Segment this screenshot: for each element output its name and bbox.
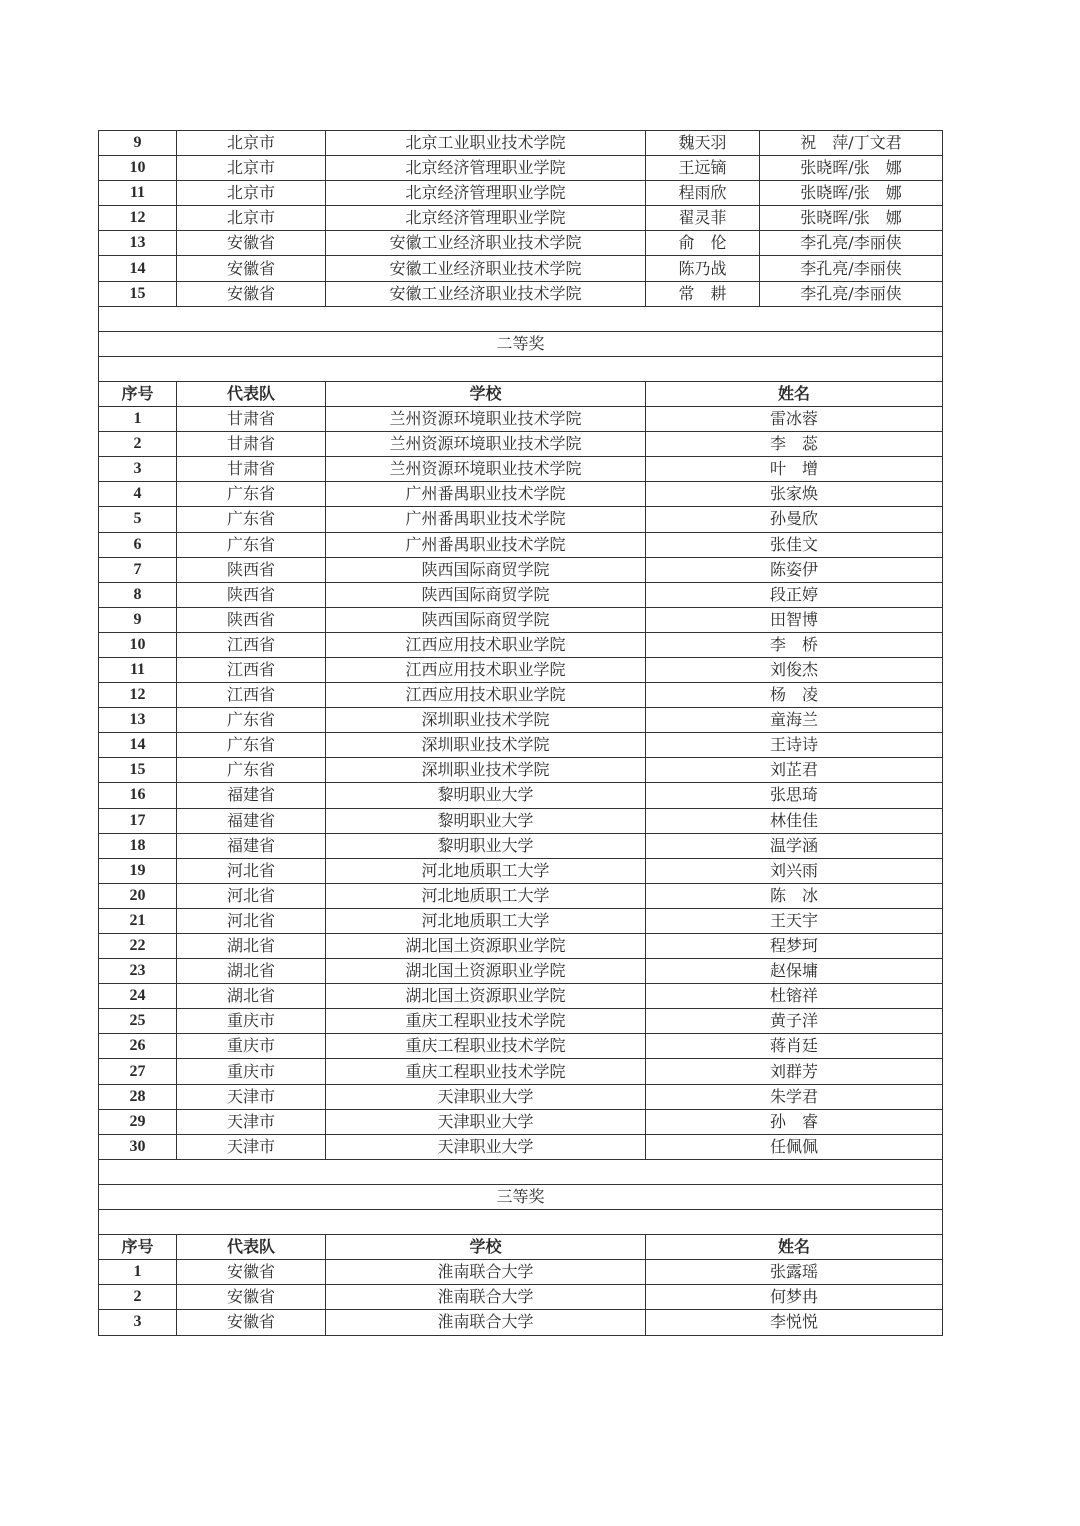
serial-number-cell: 14 — [99, 733, 177, 758]
school-cell: 广州番禺职业技术学院 — [326, 507, 646, 532]
student-name-cell: 温学涵 — [646, 833, 943, 858]
table-row — [99, 934, 943, 959]
school-cell: 湖北国土资源职业学院 — [326, 959, 646, 984]
school-cell: 河北地质职工大学 — [326, 858, 646, 883]
student-name-cell: 王天宇 — [646, 908, 943, 933]
team-cell: 天津市 — [177, 1084, 326, 1109]
student-name-cell: 朱学君 — [646, 1084, 943, 1109]
serial-number-cell: 28 — [99, 1084, 177, 1109]
coach-cell: 张晓晖/张 娜 — [760, 156, 943, 181]
student-name-cell: 蒋肖廷 — [646, 1034, 943, 1059]
table-row — [99, 1059, 943, 1084]
serial-number-cell: 6 — [99, 532, 177, 557]
serial-number-cell: 30 — [99, 1134, 177, 1159]
team-cell: 广东省 — [177, 708, 326, 733]
header-serial-number: 序号 — [99, 381, 177, 406]
table-row — [99, 181, 943, 206]
team-cell: 福建省 — [177, 833, 326, 858]
serial-number-cell: 15 — [99, 758, 177, 783]
serial-number-cell: 1 — [99, 1260, 177, 1285]
team-cell: 湖北省 — [177, 959, 326, 984]
table-row — [99, 532, 943, 557]
student-name-cell: 程梦珂 — [646, 934, 943, 959]
team-cell: 广东省 — [177, 532, 326, 557]
third-prize-title: 三等奖 — [99, 1184, 943, 1209]
student-name-cell: 刘兴雨 — [646, 858, 943, 883]
student-name-cell: 雷冰蓉 — [646, 407, 943, 432]
table-row — [99, 632, 943, 657]
table-row — [99, 1134, 943, 1159]
team-cell: 河北省 — [177, 858, 326, 883]
team-cell: 重庆市 — [177, 1034, 326, 1059]
table-row — [99, 582, 943, 607]
blank-cell — [99, 356, 943, 381]
student-name-cell: 魏天羽 — [646, 131, 760, 156]
team-cell: 江西省 — [177, 657, 326, 682]
third-prize-header-row — [99, 1235, 943, 1260]
serial-number-cell: 14 — [99, 256, 177, 281]
coach-cell: 祝 萍/丁文君 — [760, 131, 943, 156]
school-cell: 淮南联合大学 — [326, 1260, 646, 1285]
student-name-cell: 刘芷君 — [646, 758, 943, 783]
table-row — [99, 1084, 943, 1109]
serial-number-cell: 12 — [99, 206, 177, 231]
blank-row — [99, 306, 943, 331]
school-cell: 河北地质职工大学 — [326, 908, 646, 933]
team-cell: 安徽省 — [177, 1260, 326, 1285]
team-cell: 陕西省 — [177, 557, 326, 582]
table-row — [99, 858, 943, 883]
serial-number-cell: 3 — [99, 1310, 177, 1335]
header-team: 代表队 — [177, 381, 326, 406]
student-name-cell: 陈姿伊 — [646, 557, 943, 582]
school-cell: 北京经济管理职业学院 — [326, 206, 646, 231]
student-name-cell: 任佩佩 — [646, 1134, 943, 1159]
second-prize-title-row — [99, 331, 943, 356]
table-row — [99, 557, 943, 582]
header-school: 学校 — [326, 1235, 646, 1260]
school-cell: 兰州资源环境职业技术学院 — [326, 457, 646, 482]
student-name-cell: 翟灵菲 — [646, 206, 760, 231]
table-row — [99, 833, 943, 858]
serial-number-cell: 13 — [99, 231, 177, 256]
serial-number-cell: 15 — [99, 281, 177, 306]
school-cell: 黎明职业大学 — [326, 833, 646, 858]
student-name-cell: 程雨欣 — [646, 181, 760, 206]
serial-number-cell: 10 — [99, 632, 177, 657]
team-cell: 重庆市 — [177, 1009, 326, 1034]
school-cell: 陕西国际商贸学院 — [326, 607, 646, 632]
student-name-cell: 何梦冉 — [646, 1285, 943, 1310]
serial-number-cell: 13 — [99, 708, 177, 733]
student-name-cell: 刘群芳 — [646, 1059, 943, 1084]
serial-number-cell: 24 — [99, 984, 177, 1009]
school-cell: 江西应用技术职业学院 — [326, 657, 646, 682]
student-name-cell: 李 蕊 — [646, 432, 943, 457]
team-cell: 北京市 — [177, 206, 326, 231]
blank-cell — [99, 306, 943, 331]
serial-number-cell: 2 — [99, 1285, 177, 1310]
student-name-cell: 林佳佳 — [646, 808, 943, 833]
header-team: 代表队 — [177, 1235, 326, 1260]
student-name-cell: 张露瑶 — [646, 1260, 943, 1285]
school-cell: 黎明职业大学 — [326, 783, 646, 808]
school-cell: 兰州资源环境职业技术学院 — [326, 407, 646, 432]
student-name-cell: 王诗诗 — [646, 733, 943, 758]
team-cell: 陕西省 — [177, 607, 326, 632]
team-cell: 广东省 — [177, 758, 326, 783]
school-cell: 兰州资源环境职业技术学院 — [326, 432, 646, 457]
serial-number-cell: 8 — [99, 582, 177, 607]
student-name-cell: 李悦悦 — [646, 1310, 943, 1335]
coach-cell: 张晓晖/张 娜 — [760, 181, 943, 206]
student-name-cell: 叶 增 — [646, 457, 943, 482]
table-row — [99, 1310, 943, 1335]
school-cell: 淮南联合大学 — [326, 1285, 646, 1310]
header-name: 姓名 — [646, 1235, 943, 1260]
table-row — [99, 657, 943, 682]
table-row — [99, 908, 943, 933]
school-cell: 北京经济管理职业学院 — [326, 156, 646, 181]
table-row — [99, 1260, 943, 1285]
award-table-body — [99, 131, 943, 1336]
third-prize-title-row — [99, 1184, 943, 1209]
student-name-cell: 张思琦 — [646, 783, 943, 808]
school-cell: 天津职业大学 — [326, 1134, 646, 1159]
team-cell: 甘肃省 — [177, 407, 326, 432]
table-row — [99, 407, 943, 432]
school-cell: 天津职业大学 — [326, 1109, 646, 1134]
team-cell: 天津市 — [177, 1109, 326, 1134]
team-cell: 福建省 — [177, 783, 326, 808]
serial-number-cell: 22 — [99, 934, 177, 959]
table-row — [99, 231, 943, 256]
header-school: 学校 — [326, 381, 646, 406]
serial-number-cell: 23 — [99, 959, 177, 984]
coach-cell: 李孔亮/李丽侠 — [760, 231, 943, 256]
school-cell: 天津职业大学 — [326, 1084, 646, 1109]
student-name-cell: 刘俊杰 — [646, 657, 943, 682]
student-name-cell: 孙曼欣 — [646, 507, 943, 532]
coach-cell: 李孔亮/李丽侠 — [760, 256, 943, 281]
team-cell: 安徽省 — [177, 231, 326, 256]
school-cell: 江西应用技术职业学院 — [326, 683, 646, 708]
team-cell: 天津市 — [177, 1134, 326, 1159]
school-cell: 陕西国际商贸学院 — [326, 582, 646, 607]
team-cell: 福建省 — [177, 808, 326, 833]
serial-number-cell: 7 — [99, 557, 177, 582]
school-cell: 湖北国土资源职业学院 — [326, 984, 646, 1009]
serial-number-cell: 26 — [99, 1034, 177, 1059]
blank-cell — [99, 1210, 943, 1235]
table-row — [99, 783, 943, 808]
school-cell: 陕西国际商贸学院 — [326, 557, 646, 582]
blank-row — [99, 356, 943, 381]
table-row — [99, 733, 943, 758]
student-name-cell: 段正婷 — [646, 582, 943, 607]
table-row — [99, 457, 943, 482]
table-row — [99, 507, 943, 532]
school-cell: 重庆工程职业技术学院 — [326, 1009, 646, 1034]
serial-number-cell: 25 — [99, 1009, 177, 1034]
team-cell: 安徽省 — [177, 281, 326, 306]
serial-number-cell: 9 — [99, 607, 177, 632]
school-cell: 重庆工程职业技术学院 — [326, 1059, 646, 1084]
team-cell: 广东省 — [177, 507, 326, 532]
serial-number-cell: 27 — [99, 1059, 177, 1084]
team-cell: 重庆市 — [177, 1059, 326, 1084]
blank-row — [99, 1159, 943, 1184]
school-cell: 深圳职业技术学院 — [326, 733, 646, 758]
school-cell: 重庆工程职业技术学院 — [326, 1034, 646, 1059]
table-row — [99, 281, 943, 306]
school-cell: 广州番禺职业技术学院 — [326, 532, 646, 557]
serial-number-cell: 29 — [99, 1109, 177, 1134]
student-name-cell: 王远镝 — [646, 156, 760, 181]
school-cell: 淮南联合大学 — [326, 1310, 646, 1335]
school-cell: 北京经济管理职业学院 — [326, 181, 646, 206]
table-row — [99, 432, 943, 457]
team-cell: 安徽省 — [177, 1285, 326, 1310]
student-name-cell: 杨 凌 — [646, 683, 943, 708]
serial-number-cell: 9 — [99, 131, 177, 156]
award-table — [98, 130, 943, 1336]
serial-number-cell: 18 — [99, 833, 177, 858]
team-cell: 广东省 — [177, 482, 326, 507]
school-cell: 深圳职业技术学院 — [326, 708, 646, 733]
student-name-cell: 杜镕祥 — [646, 984, 943, 1009]
header-serial-number: 序号 — [99, 1235, 177, 1260]
team-cell: 江西省 — [177, 683, 326, 708]
table-row — [99, 758, 943, 783]
serial-number-cell: 2 — [99, 432, 177, 457]
student-name-cell: 李 桥 — [646, 632, 943, 657]
team-cell: 湖北省 — [177, 984, 326, 1009]
school-cell: 河北地质职工大学 — [326, 883, 646, 908]
student-name-cell: 张家焕 — [646, 482, 943, 507]
team-cell: 广东省 — [177, 733, 326, 758]
student-name-cell: 孙 睿 — [646, 1109, 943, 1134]
second-prize-header-row — [99, 381, 943, 406]
table-row — [99, 1109, 943, 1134]
student-name-cell: 赵保墉 — [646, 959, 943, 984]
team-cell: 陕西省 — [177, 582, 326, 607]
serial-number-cell: 11 — [99, 181, 177, 206]
school-cell: 深圳职业技术学院 — [326, 758, 646, 783]
team-cell: 甘肃省 — [177, 457, 326, 482]
student-name-cell: 陈 冰 — [646, 883, 943, 908]
second-prize-title: 二等奖 — [99, 331, 943, 356]
school-cell: 黎明职业大学 — [326, 808, 646, 833]
serial-number-cell: 19 — [99, 858, 177, 883]
header-name: 姓名 — [646, 381, 943, 406]
school-cell: 北京工业职业技术学院 — [326, 131, 646, 156]
serial-number-cell: 21 — [99, 908, 177, 933]
team-cell: 河北省 — [177, 908, 326, 933]
serial-number-cell: 5 — [99, 507, 177, 532]
student-name-cell: 童海兰 — [646, 708, 943, 733]
coach-cell: 张晓晖/张 娜 — [760, 206, 943, 231]
table-row — [99, 206, 943, 231]
coach-cell: 李孔亮/李丽侠 — [760, 281, 943, 306]
student-name-cell: 黄子洋 — [646, 1009, 943, 1034]
school-cell: 安徽工业经济职业技术学院 — [326, 256, 646, 281]
team-cell: 甘肃省 — [177, 432, 326, 457]
school-cell: 安徽工业经济职业技术学院 — [326, 281, 646, 306]
table-row — [99, 156, 943, 181]
team-cell: 北京市 — [177, 131, 326, 156]
team-cell: 北京市 — [177, 156, 326, 181]
blank-cell — [99, 1159, 943, 1184]
table-row — [99, 1034, 943, 1059]
student-name-cell: 田智博 — [646, 607, 943, 632]
serial-number-cell: 16 — [99, 783, 177, 808]
team-cell: 北京市 — [177, 181, 326, 206]
serial-number-cell: 17 — [99, 808, 177, 833]
serial-number-cell: 20 — [99, 883, 177, 908]
serial-number-cell: 11 — [99, 657, 177, 682]
serial-number-cell: 1 — [99, 407, 177, 432]
serial-number-cell: 10 — [99, 156, 177, 181]
table-row — [99, 808, 943, 833]
school-cell: 广州番禺职业技术学院 — [326, 482, 646, 507]
team-cell: 安徽省 — [177, 256, 326, 281]
table-row — [99, 984, 943, 1009]
school-cell: 安徽工业经济职业技术学院 — [326, 231, 646, 256]
school-cell: 湖北国土资源职业学院 — [326, 934, 646, 959]
blank-row — [99, 1210, 943, 1235]
table-row — [99, 959, 943, 984]
team-cell: 安徽省 — [177, 1310, 326, 1335]
student-name-cell: 常 耕 — [646, 281, 760, 306]
table-row — [99, 1285, 943, 1310]
student-name-cell: 陈乃战 — [646, 256, 760, 281]
table-row — [99, 683, 943, 708]
serial-number-cell: 12 — [99, 683, 177, 708]
table-row — [99, 1009, 943, 1034]
student-name-cell: 俞 伦 — [646, 231, 760, 256]
team-cell: 河北省 — [177, 883, 326, 908]
table-row — [99, 131, 943, 156]
serial-number-cell: 3 — [99, 457, 177, 482]
table-row — [99, 607, 943, 632]
table-row — [99, 883, 943, 908]
table-row — [99, 708, 943, 733]
team-cell: 湖北省 — [177, 934, 326, 959]
student-name-cell: 张佳文 — [646, 532, 943, 557]
serial-number-cell: 4 — [99, 482, 177, 507]
school-cell: 江西应用技术职业学院 — [326, 632, 646, 657]
table-row — [99, 482, 943, 507]
table-row — [99, 256, 943, 281]
team-cell: 江西省 — [177, 632, 326, 657]
